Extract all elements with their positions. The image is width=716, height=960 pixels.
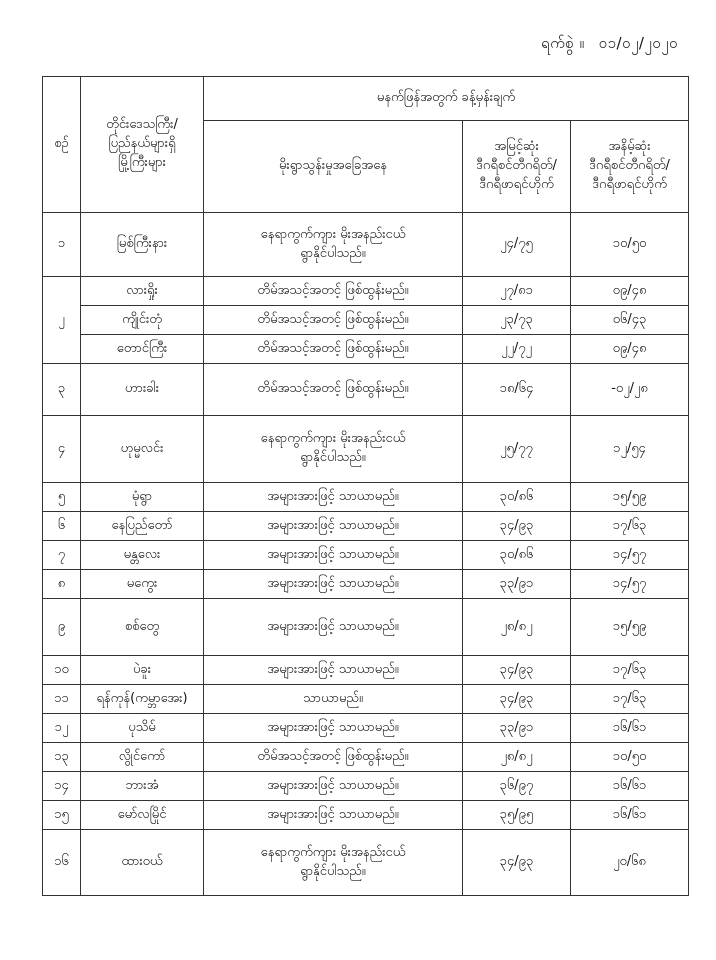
cell-min: ၀၆/၄၃ [571, 306, 689, 335]
cell-city: မန္တလေး [81, 541, 204, 570]
cell-min: ၁၂/၅၄ [571, 416, 689, 483]
cell-no: ၇ [43, 541, 81, 570]
cell-condition: တိမ်အသင့်အတင့် ဖြစ်ထွန်းမည်။ [204, 306, 463, 335]
cell-no: ၁၆ [43, 830, 81, 896]
cell-max: ၃၄/၉၃ [463, 830, 571, 896]
cell-min: ၁၄/၅၇ [571, 541, 689, 570]
cell-city: ပဲခူး [81, 656, 204, 685]
cell-condition [204, 416, 463, 483]
cell-max: ၂၃/၇၃ [463, 306, 571, 335]
cell-no: ၁၅ [43, 801, 81, 830]
cell-min: ၀၉/၄၈ [571, 335, 689, 364]
cell-condition: တိမ်အသင့်အတင့် ဖြစ်ထွန်းမည်။ [204, 277, 463, 306]
header-min-line: အနိမ့်ဆုံး [608, 139, 651, 155]
table-row [43, 743, 689, 772]
header-max-line: အမြင့်ဆုံး [494, 139, 539, 155]
table-row [43, 830, 689, 896]
cell-city: ဟားခါး [81, 364, 204, 416]
table-row [43, 306, 689, 335]
cell-max: ၃၄/၉၃ [463, 512, 571, 541]
cell-city: ပုသိမ် [81, 714, 204, 743]
table-row [43, 570, 689, 599]
cell-no: ၁၄ [43, 772, 81, 801]
cell-city: ရန်ကုန်(ကမ္ဘာအေး) [81, 685, 204, 714]
cell-max: ၂၄/၇၅ [463, 213, 571, 277]
cell-max: ၂၇/၈၁ [463, 277, 571, 306]
cell-min: ၁၆/၆၁ [571, 714, 689, 743]
cell-max: ၃၀/၈၆ [463, 483, 571, 512]
cell-max: ၂၈/၈၂ [463, 743, 571, 772]
cell-no: ၅ [43, 483, 81, 512]
date-value: ၀၁/၀၂/၂၀၂၀ [598, 34, 678, 52]
cell-max: ၂၂/၇၂ [463, 335, 571, 364]
header-min-temp [571, 121, 689, 213]
cell-city: လားရှိုး [81, 277, 204, 306]
header-max-temp [463, 121, 571, 213]
cell-city: နေပြည်တော် [81, 512, 204, 541]
cell-max: ၃၄/၉၃ [463, 685, 571, 714]
cell-min: ၁၅/၅၉ [571, 599, 689, 656]
cell-no: ၁၂ [43, 714, 81, 743]
header-forecast-group: မနက်ဖြန်အတွက် ခန့်မှန်းချက် [204, 77, 689, 121]
date-line [541, 34, 678, 56]
cell-no: ၃ [43, 364, 81, 416]
cell-condition [204, 830, 463, 896]
cell-condition: တိမ်အသင့်အတင့် ဖြစ်ထွန်းမည်။ [204, 364, 463, 416]
cell-no: ၁၀ [43, 656, 81, 685]
cell-condition: အများအားဖြင့် သာယာမည်။ [204, 541, 463, 570]
header-min-line: ဒီဂရီဖာရင်ဟိုက် [592, 176, 667, 192]
cell-max: ၃၃/၉၁ [463, 570, 571, 599]
table-row [43, 364, 689, 416]
cell-city: မကွေး [81, 570, 204, 599]
cell-max: ၂၈/၈၂ [463, 599, 571, 656]
cell-max: ၃၃/၉၁ [463, 714, 571, 743]
cell-min: ၁၀/၅၀ [571, 213, 689, 277]
cell-max: ၃၅/၉၅ [463, 801, 571, 830]
cell-min: ၁၇/၆၃ [571, 512, 689, 541]
header-condition: မိုးရွာသွန်းမှုအခြေအနေ [204, 121, 463, 213]
cell-city: လွိုင်ကော် [81, 743, 204, 772]
condition-line: နေရာကွက်ကျား မိုးအနည်းငယ် [260, 844, 406, 860]
cell-city: တောင်ကြီး [81, 335, 204, 364]
cell-min: ၁၅/၅၉ [571, 483, 689, 512]
header-max-line: ဒီဂရီစင်တီဂရိတ်/ [476, 158, 557, 174]
cell-condition: သာယာမည်။ [204, 685, 463, 714]
cell-condition: တိမ်အသင့်အတင့် ဖြစ်ထွန်းမည်။ [204, 335, 463, 364]
table-row [43, 512, 689, 541]
cell-city: ဟုမ္မလင်း [81, 416, 204, 483]
header-max-line: ဒီဂရီဖာရင်ဟိုက် [479, 176, 554, 192]
cell-condition: အများအားဖြင့် သာယာမည်။ [204, 714, 463, 743]
cell-condition: တိမ်အသင့်အတင့် ဖြစ်ထွန်းမည်။ [204, 743, 463, 772]
cell-min: ၀၉/၄၈ [571, 277, 689, 306]
cell-no: ၁၃ [43, 743, 81, 772]
header-no: စဉ် [43, 77, 81, 213]
cell-max: ၂၅/၇၇ [463, 416, 571, 483]
table-row [43, 335, 689, 364]
cell-city: စစ်တွေ [81, 599, 204, 656]
cell-condition: အများအားဖြင့် သာယာမည်။ [204, 599, 463, 656]
condition-line: ရွာနိုင်ပါသည်။ [300, 450, 366, 465]
header-region-line: မြို့ကြီးများ [118, 154, 166, 170]
cell-city: မော်လမြိုင် [81, 801, 204, 830]
cell-min: ၁၇/၆၃ [571, 656, 689, 685]
cell-condition [204, 213, 463, 277]
cell-condition: အများအားဖြင့် သာယာမည်။ [204, 656, 463, 685]
cell-no: ၄ [43, 416, 81, 483]
table-row [43, 416, 689, 483]
header-region-line: ပြည်နယ်များရှိ [108, 136, 176, 152]
table-row [43, 772, 689, 801]
cell-max: ၃၀/၈၆ [463, 541, 571, 570]
table-row [43, 801, 689, 830]
header-min-line: ဒီဂရီစင်တီဂရိတ်/ [589, 158, 670, 174]
table-row [43, 714, 689, 743]
condition-line: ရွာနိုင်ပါသည်။ [300, 245, 366, 261]
date-label: ရက်စွဲ ။ [541, 34, 585, 52]
cell-max: ၃၄/၉၃ [463, 656, 571, 685]
cell-city: မြစ်ကြီးနား [81, 213, 204, 277]
cell-no: ၁ [43, 213, 81, 277]
table-row [43, 483, 689, 512]
cell-min: ၁၄/၅၇ [571, 570, 689, 599]
table-row [43, 599, 689, 656]
weather-forecast-table [42, 76, 689, 896]
table-row [43, 213, 689, 277]
condition-line: ရွာနိုင်ပါသည်။ [300, 863, 366, 879]
condition-line: နေရာကွက်ကျား မိုးအနည်းငယ် [260, 226, 406, 242]
cell-no: ၉ [43, 599, 81, 656]
cell-condition: အများအားဖြင့် သာယာမည်။ [204, 772, 463, 801]
cell-city: မုံရွာ [81, 483, 204, 512]
table-row [43, 656, 689, 685]
cell-min: ၁၆/၆၁ [571, 772, 689, 801]
cell-no: ၁၁ [43, 685, 81, 714]
cell-max: ၃၆/၉၇ [463, 772, 571, 801]
table-row [43, 685, 689, 714]
cell-min: ၁၀/၅၀ [571, 743, 689, 772]
cell-no: ၂ [43, 277, 81, 364]
cell-no: ၈ [43, 570, 81, 599]
header-region [81, 77, 204, 213]
cell-condition: အများအားဖြင့် သာယာမည်။ [204, 512, 463, 541]
cell-min: ၂၀/၆၈ [571, 830, 689, 896]
cell-city: ထားဝယ် [81, 830, 204, 896]
cell-condition: အများအားဖြင့် သာယာမည်။ [204, 801, 463, 830]
cell-min: -၀၂/၂၈ [571, 364, 689, 416]
cell-max: ၁၈/၆၄ [463, 364, 571, 416]
condition-line: နေရာကွက်ကျား မိုးအနည်းငယ် [260, 431, 406, 447]
table-row [43, 541, 689, 570]
cell-city: ကျိုင်းတုံ [81, 306, 204, 335]
cell-condition: အများအားဖြင့် သာယာမည်။ [204, 483, 463, 512]
table-row [43, 277, 689, 306]
cell-city: ဘားအံ [81, 772, 204, 801]
cell-no: ၆ [43, 512, 81, 541]
cell-condition: အများအားဖြင့် သာယာမည်။ [204, 570, 463, 599]
cell-min: ၁၇/၆၃ [571, 685, 689, 714]
cell-min: ၁၆/၆၁ [571, 801, 689, 830]
header-region-line: တိုင်းဒေသကြီး/ [106, 117, 178, 133]
